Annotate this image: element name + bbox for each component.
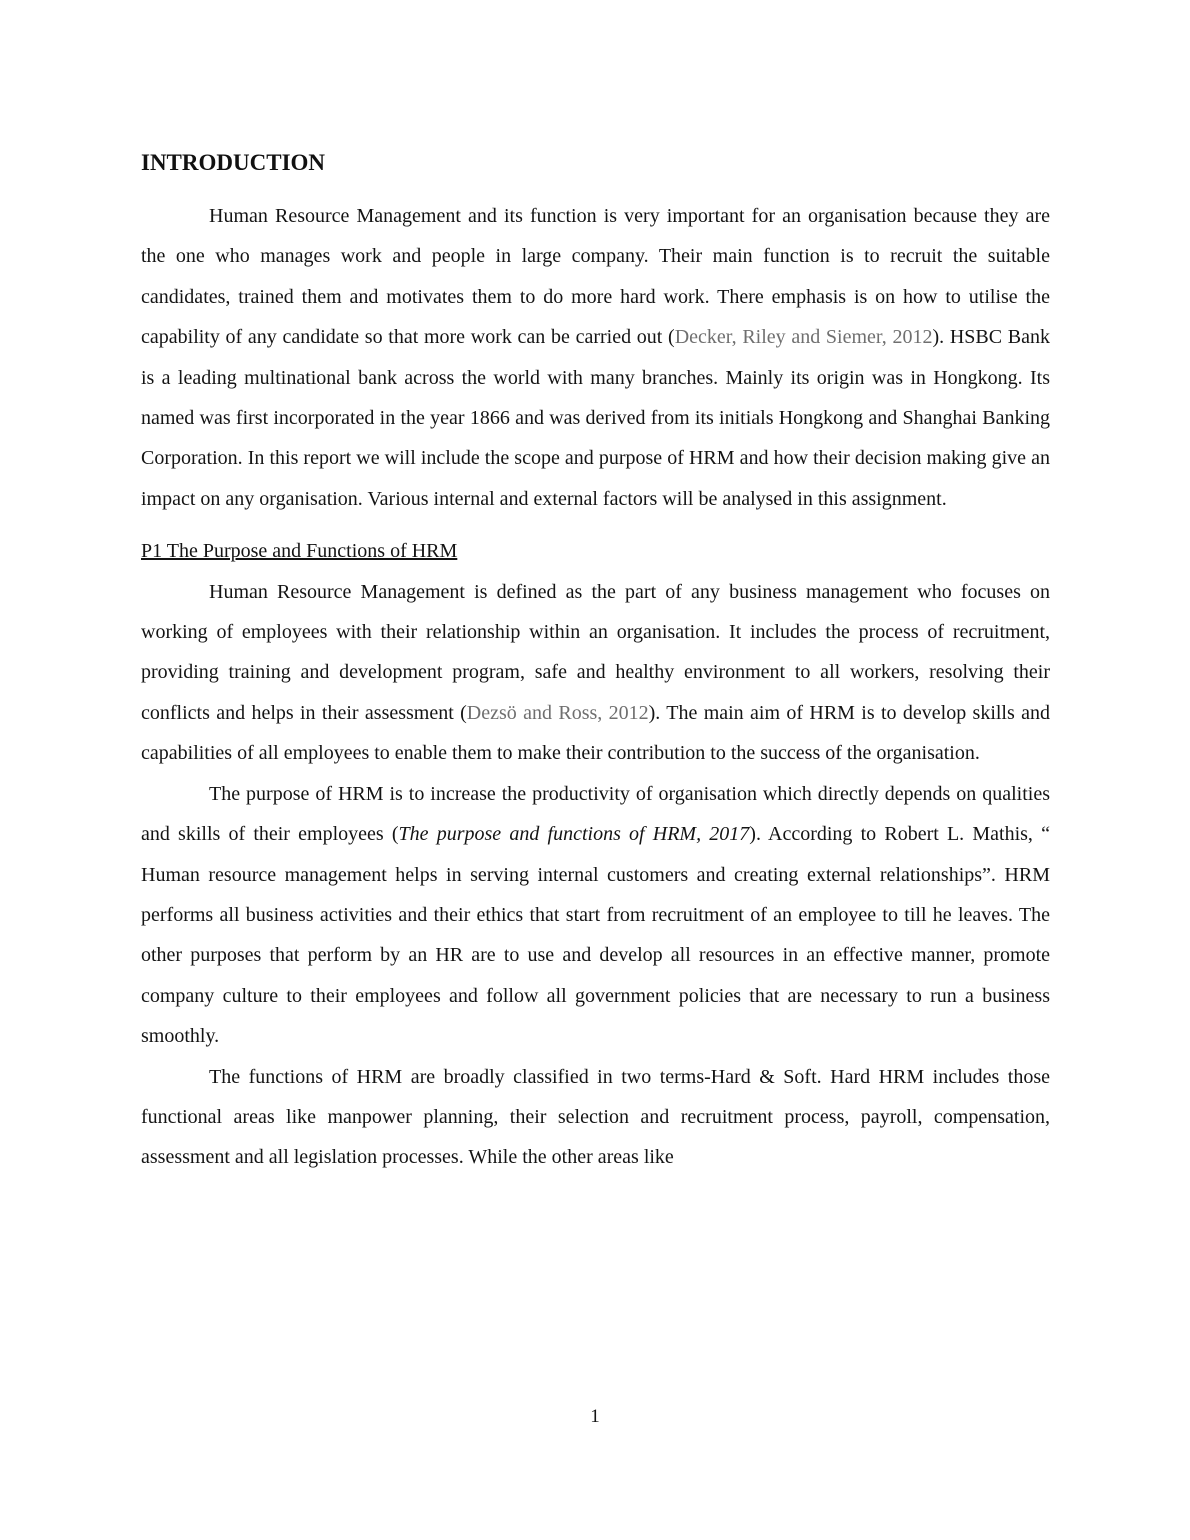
page-number: 1 (590, 1406, 600, 1427)
subsection-heading: P1 The Purpose and Functions of HRM (141, 540, 458, 563)
p1-paragraph-2 (141, 774, 1050, 1057)
p1-paragraph-1 (141, 572, 1050, 774)
italic-reference-text: The purpose and functions of HRM, 2017 (398, 823, 750, 846)
section-heading: INTRODUCTION (141, 150, 326, 175)
body-text: Human Resource Management and its function is very important for an organisation because they are the one who manages work and people in large company. Their main function is to recruit the suitable candidates, trained them and motivates them to do more hard work. There emphasis is on how to utilise the capability of any candidate so that more work can be carried out ( (141, 205, 1050, 349)
body-text: The functions of HRM are broadly classified in two terms-Hard & Soft. Hard HRM includes those functional areas like manpower planning, their selection and recruitment process, payroll, compensation, assessment and all legislation processes. While the other areas like (141, 1065, 1050, 1169)
body-text: Human Resource Management is defined as the part of any business management who focuses on working of employees with their relationship within an organisation. It includes the process of recruitment, providing training and development program, safe and healthy environment to all workers, resolving their conflicts and helps in their assessment ( (141, 580, 1050, 724)
intro-paragraph (141, 196, 1050, 519)
body-text: ). The main aim of HRM is to develop skills and capabilities of all employees to enable them to make their contribution to the success of the organisation. (141, 701, 1050, 765)
body-text: ). According to Robert L. Mathis, “ Human resource management helps in serving internal customers and creating external relationships”. HRM performs all business activities and their ethics that start from recruitment of an employee to till he leaves. The other purposes that perform by an HR are to use and develop all resources in an effective manner, promote company culture to their employees and follow all government policies that are necessary to run a business smoothly. (141, 823, 1050, 1048)
p1-paragraph-3 (141, 1057, 1050, 1178)
body-text: ). HSBC Bank is a leading multinational bank across the world with many branches. Mainly its origin was in Hongkong. Its named was first incorporated in the year 1866 and was derived from its initials Hongkong and Shanghai Banking Corporation. In this report we will include the scope and purpose of HRM and how their decision making give an impact on any organisation. Various internal and external factors will be analysed in this assignment. (141, 326, 1050, 510)
citation-text: Dezsö and Ross, 2012 (466, 701, 649, 724)
body-text: The purpose of HRM is to increase the productivity of organisation which directly depends on qualities and skills of their employees ( (141, 782, 1050, 846)
citation-text: Decker, Riley and Siemer, 2012 (674, 326, 933, 349)
